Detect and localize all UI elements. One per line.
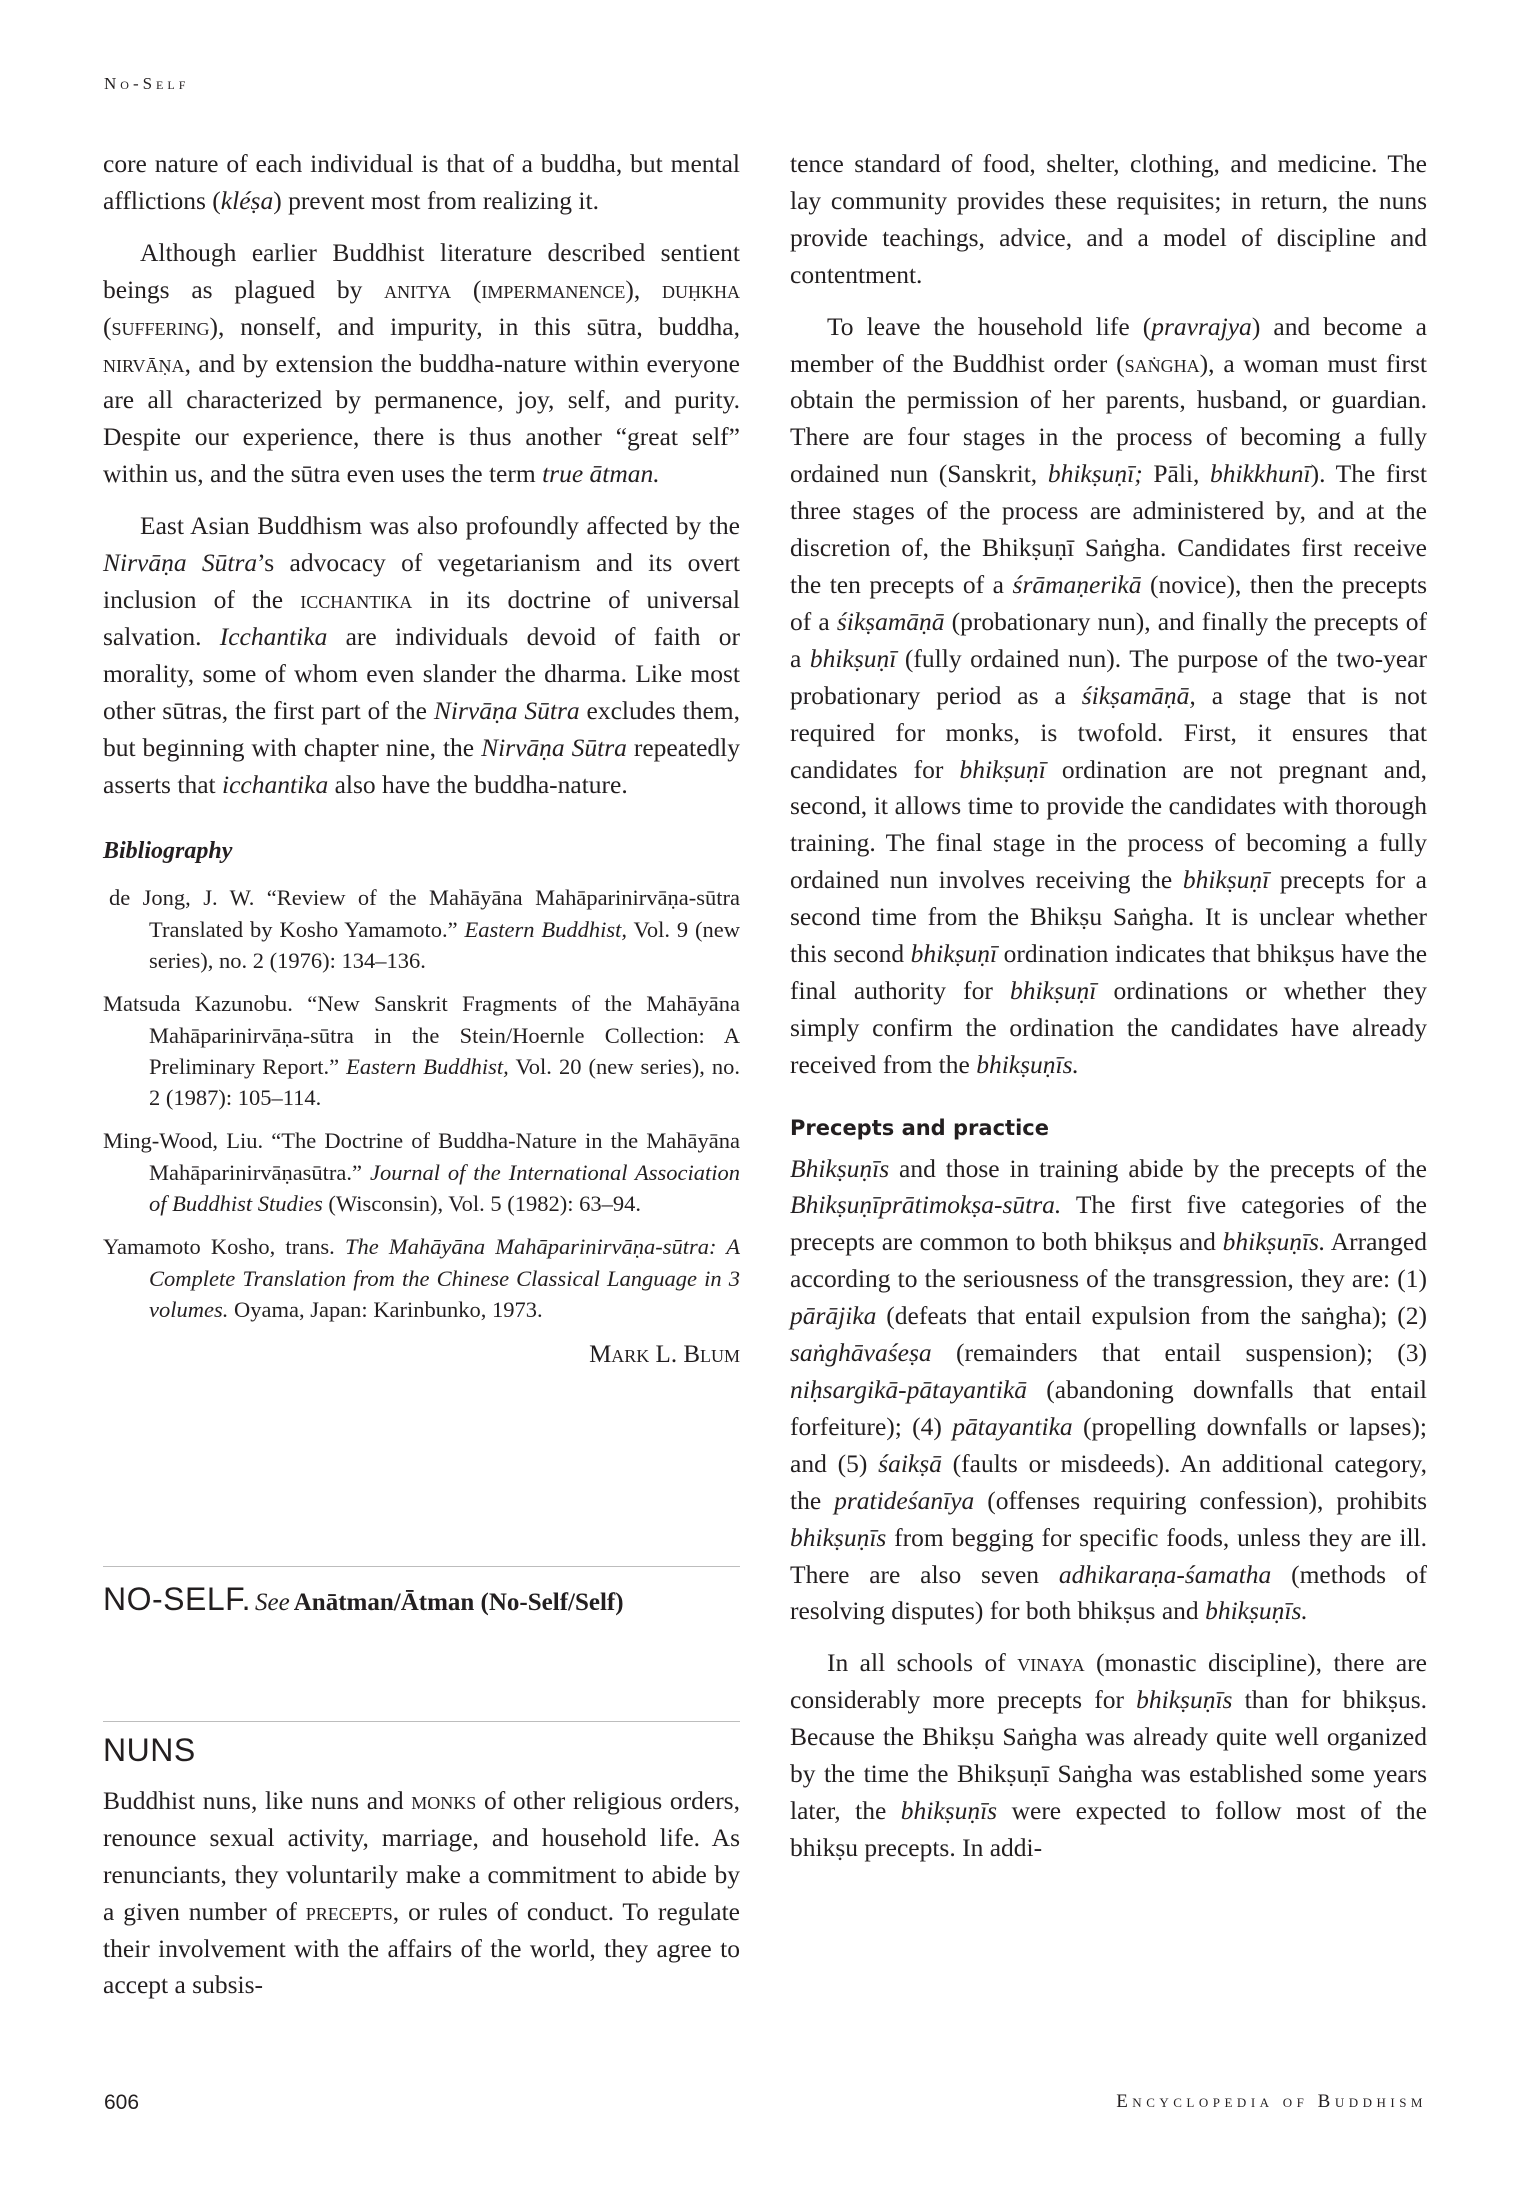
text-run: than for bhikṣus. Because the Bhikṣu Saṅgha was already quite well organized by the time the Bhikṣuṇī Saṅgha was established some years later, the	[790, 1685, 1427, 1825]
italic-term: Bhikṣuṇīprātimokṣa-sūtra.	[790, 1190, 1062, 1220]
entry-title: NO-SELF.	[103, 1581, 252, 1617]
text-run: The first five categories of the precepts are common to both bhikṣus and	[790, 1190, 1427, 1257]
text-run: Ming-Wood, Liu. “The Doctrine of Buddha-Nature in the Mahāyāna Mahāparinirvāṇasūtra.”	[103, 1128, 740, 1185]
divider	[103, 1721, 740, 1722]
italic-term: Nirvāṇa Sūtra	[433, 695, 580, 725]
bibliography-entry	[103, 1231, 740, 1325]
text-run: (abandoning downfalls that entail forfeiture); (4)	[790, 1375, 1427, 1441]
italic-term: pātayantika	[952, 1411, 1073, 1441]
paragraph	[790, 1645, 1427, 1866]
text-run: Matsuda Kazunobu. “New Sanskrit Fragments of the Mahāyāna Mahāparinirvāṇa-sūtra in the Stein/Hoernle Collection: A Preliminary Report.”	[103, 991, 740, 1079]
text-run: of other religious orders, renounce sexual activity, marriage, and household life. As renunciants, they voluntarily make a commitment to abide by a given number of	[103, 1785, 740, 1926]
paragraph	[103, 508, 740, 803]
text-run: (defeats that entail expulsion from the saṅgha); (2)	[876, 1301, 1427, 1331]
text-run: (fully ordained nun). The purpose of the two-year probationary period as a	[790, 643, 1427, 710]
text-run: core nature of each individual is that of a buddha, but mental afflictions (	[103, 149, 740, 215]
cross-reference-term[interactable]: anitya (impermanence)	[384, 274, 634, 304]
text-run: de Jong, J. W. “Review of the Mahāyāna Mahāparinirvāṇa-sūtra Translated by Kosho Yamamoto.”	[109, 885, 740, 942]
italic-term: bhikṣuṇīs	[790, 1522, 887, 1552]
book-title: Encyclopedia of Buddhism	[1116, 2091, 1427, 2112]
text-run: Vol. 9 (new series), no. 2 (1976): 134–136.	[149, 916, 741, 973]
divider	[103, 1566, 740, 1567]
text-run: ordinations or whether they simply confirm the ordination the candidates have already received from the	[790, 975, 1427, 1079]
italic-term: bhikṣuṇīs	[900, 1795, 998, 1825]
text-run: ) and become a member of the Buddhist order (	[790, 311, 1427, 378]
text-run: Oyama, Japan: Karinbunko, 1973.	[228, 1296, 543, 1322]
italic-term: Nirvāṇa Sūtra	[103, 548, 258, 578]
italic-term: śikṣamāṇā	[836, 606, 945, 636]
running-head: No-Self	[104, 74, 190, 93]
text-run: (probationary nun), and finally the precepts of a	[790, 606, 1427, 673]
italic-term: śrāmaṇerikā	[1012, 569, 1142, 599]
text-run: (offenses requiring confession), prohibits	[974, 1485, 1427, 1515]
cross-reference-term[interactable]: precepts	[305, 1896, 393, 1926]
italic-term: bhikkhunī	[1210, 459, 1311, 489]
italic-term: śaikṣā	[878, 1448, 942, 1478]
text-run: Although earlier Buddhist literature described sentient beings as plagued by	[103, 237, 740, 304]
text-run: ’s advocacy of vegetarianism and its overt inclusion of the	[103, 548, 740, 614]
italic-term: saṅghāvaśeṣa	[790, 1338, 932, 1368]
text-run: ). The first three stages of the process are administered by, and at the discretion of, the Bhikṣuṇī Saṅgha. Candidates first receive the ten precepts of a	[790, 459, 1427, 599]
italic-term: pratideśanīya	[834, 1485, 975, 1515]
text-run: Buddhist nuns, like nuns and	[103, 1785, 412, 1815]
cross-reference-term[interactable]: vinaya	[1017, 1648, 1085, 1678]
italic-term: Icchantika	[219, 621, 328, 651]
paragraph	[103, 146, 740, 220]
italic-term: niḥsargikā-pātayantikā	[790, 1375, 1028, 1404]
italic-term: bhikṣuṇī	[959, 754, 1046, 784]
text-run: tence standard of food, shelter, clothing, and medicine. The lay community provides these requisites; in return, the nuns provide teachings, advice, and a model of discipline and contentment.	[790, 149, 1427, 289]
bibliography-entry	[103, 988, 740, 1113]
text-run: , nonself, and impurity, in this sūtra, buddha,	[218, 311, 740, 341]
text-run: In all schools of	[827, 1648, 1018, 1678]
text-run: ), a woman must first obtain the permission of her parents, husband, or guardian. There are four stages in the process of becoming a fully ordained nun (Sanskrit,	[790, 348, 1427, 489]
italic-term: Journal of the International Association of Buddhist Studies	[149, 1159, 740, 1216]
paragraph	[103, 235, 740, 493]
bibliography-entry	[103, 882, 740, 976]
text-run: Vol. 20 (new series), no. 2 (1987): 105–114.	[149, 1053, 740, 1111]
italic-term: bhikṣuṇīs.	[976, 1049, 1079, 1079]
entry-title: NUNS	[103, 1732, 196, 1768]
italic-term: pravrajya	[1151, 311, 1252, 341]
text-run: , or rules of conduct. To regulate their involvement with the affairs of the world, they agree to accept a subsis-	[103, 1896, 740, 2000]
paragraph	[790, 1151, 1427, 1631]
paragraph	[103, 1783, 740, 2004]
text-run: (monastic discipline), there are considerably more precepts for	[790, 1648, 1427, 1715]
right-column	[790, 146, 1427, 1867]
italic-term: Eastern Buddhist,	[346, 1053, 509, 1079]
italic-term: adhikaraṇa-śamatha	[1058, 1559, 1272, 1589]
italic-term: pārājika	[790, 1301, 877, 1331]
see-label: See	[255, 1589, 290, 1616]
italic-term: Bhikṣuṇīs	[790, 1153, 890, 1183]
cross-reference-term[interactable]: duḥkha (suffering)	[103, 274, 740, 341]
subheading: Precepts and practice	[790, 1115, 1049, 1140]
page-number: 606	[104, 2091, 140, 2114]
text-run: and those in training abide by the precepts of the	[889, 1153, 1427, 1183]
italic-term: icchantika	[221, 769, 329, 799]
bibliography-heading: Bibliography	[103, 838, 233, 865]
left-column	[103, 146, 740, 1374]
italic-term: bhikṣuṇīs.	[1205, 1596, 1308, 1626]
italic-term: true ātman.	[542, 459, 660, 489]
bibliography-entry	[103, 1125, 740, 1219]
text-run: (propelling downfalls or lapses); and (5)	[790, 1411, 1427, 1478]
cross-reference-term[interactable]: saṅgha	[1124, 348, 1200, 378]
cross-reference-term[interactable]: nirvāṇa	[103, 348, 185, 378]
italic-term: The Mahāyāna Mahāparinirvāṇa-sūtra: A Complete Translation from the Chinese Classical Language in 3 volumes.	[149, 1234, 740, 1322]
italic-term: bhikṣuṇīs	[1136, 1685, 1233, 1715]
italic-term: bhikṣuṇī	[910, 939, 998, 969]
text-run: , and by extension the buddha-nature within everyone are all characterized by permanence, joy, self, and purity. Despite our experience, there is thus another “great self” within us, and the sūtra even uses the term	[103, 348, 740, 489]
text-run: are individuals devoid of faith or morality, some of whom even slander the dharma. Like most other sūtras, the first part of the	[103, 621, 740, 725]
cross-reference-link[interactable]: Anātman/Ātman (No-Self/Self)	[293, 1589, 624, 1616]
italic-term: Eastern Buddhist,	[464, 916, 628, 942]
text-run: Yamamoto Kosho, trans.	[103, 1234, 345, 1260]
text-run: East Asian Buddhism was also profoundly affected by the	[140, 511, 740, 541]
text-run: ) prevent most from realizing it.	[273, 185, 599, 215]
text-run: repeatedly asserts that	[103, 732, 741, 799]
italic-term: bhikṣuṇīs.	[1222, 1227, 1326, 1257]
text-run: in its doctrine of universal salvation.	[103, 584, 740, 651]
italic-term: bhikṣuṇī;	[1047, 459, 1143, 489]
text-run: (faults or misdeeds). An additional category, the	[790, 1448, 1428, 1515]
text-run: were expected to follow most of the bhikṣu precepts. In addi-	[790, 1795, 1427, 1862]
text-run: excludes them, but beginning with chapter nine, the	[103, 695, 741, 762]
text-run: (remainders that entail suspension); (3)	[931, 1338, 1427, 1368]
text-run: ordination indicates that bhikṣus have the final authority for	[790, 939, 1428, 1005]
text-run: a stage that is not required for monks, is twofold. First, it ensures that candidates for	[790, 680, 1427, 784]
text-run: (Wisconsin), Vol. 5 (1982): 63–94.	[322, 1190, 642, 1216]
italic-term: śikṣamāṇā,	[1081, 680, 1196, 710]
text-run: (methods of resolving disputes) for both bhikṣus and	[790, 1559, 1427, 1626]
nuns-entry	[103, 1721, 740, 2004]
italic-term: Nirvāṇa Sūtra	[481, 732, 627, 762]
text-run: ordination are not pregnant and, second, it allows time to provide the candidates with thorough training. The final stage in the process of becoming a fully ordained nun involves receiving the	[790, 754, 1427, 895]
cross-reference-term[interactable]: monks	[411, 1785, 477, 1815]
article-author: Mark L. Blum	[589, 1341, 740, 1369]
text-run: Arranged according to the seriousness of the transgression, they are: (1)	[790, 1227, 1427, 1294]
paragraph	[790, 309, 1427, 1084]
text-run: ,	[633, 274, 662, 304]
text-run: Pāli,	[1142, 459, 1211, 489]
italic-term: kléṣa	[220, 185, 274, 215]
text-run: precepts for a second time from the Bhikṣu Saṅgha. It is unclear whether this second	[790, 865, 1427, 969]
paragraph	[790, 146, 1427, 294]
text-run: (novice), then the precepts of a	[790, 569, 1427, 636]
italic-term: bhikṣuṇī	[1009, 975, 1097, 1005]
no-self-entry	[103, 1566, 740, 1618]
cross-reference-term[interactable]: icchantika	[300, 584, 413, 614]
italic-term: bhikṣuṇī	[1182, 865, 1270, 895]
text-run: To leave the household life (	[827, 311, 1152, 341]
text-run: also have the buddha-nature.	[328, 769, 628, 799]
italic-term: bhikṣuṇī	[809, 643, 897, 673]
text-run: from begging for specific foods, unless they are ill. There are also seven	[790, 1522, 1427, 1589]
